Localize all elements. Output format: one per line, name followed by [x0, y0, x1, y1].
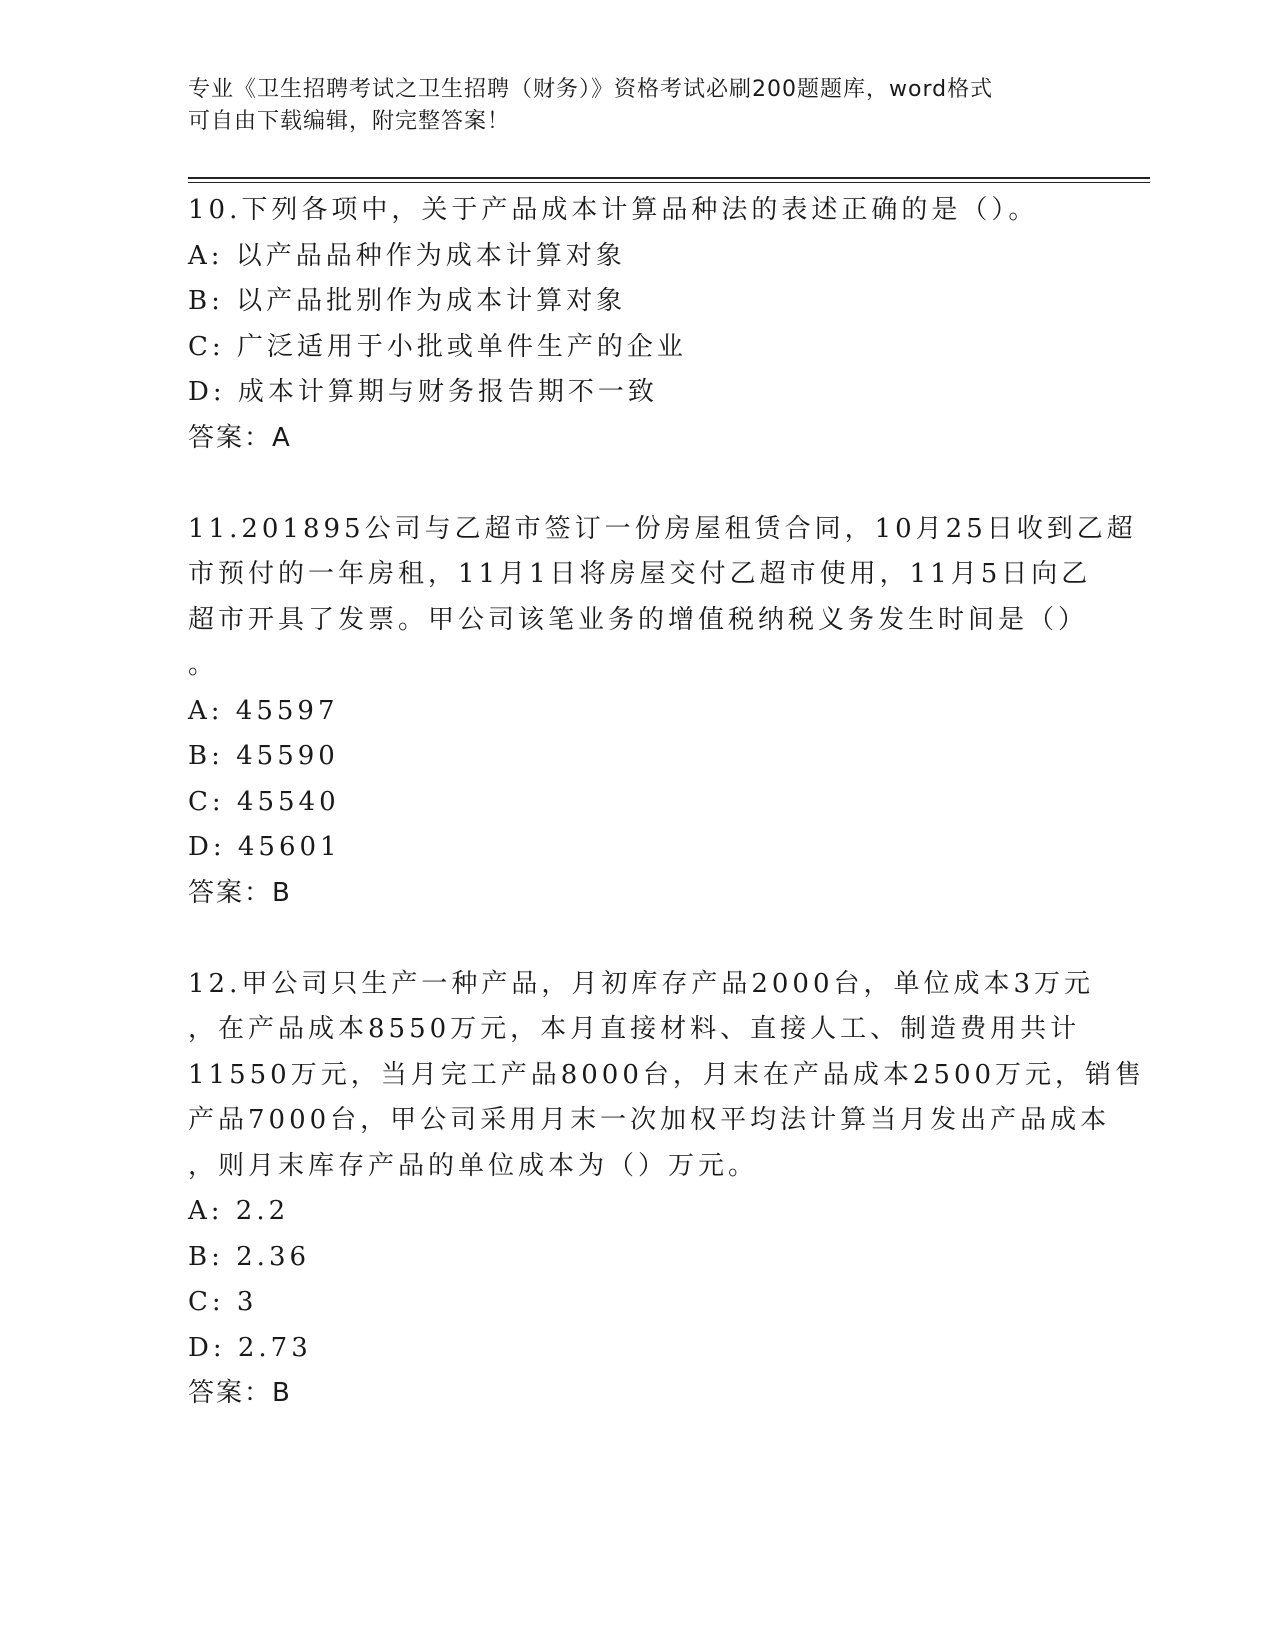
- question-stem-line: ，则月末库存产品的单位成本为（）万元。: [188, 1150, 759, 1181]
- option-a: A: 2.2: [188, 1196, 290, 1226]
- option-b: B: 45590: [188, 741, 339, 771]
- question-12: [188, 962, 1146, 1417]
- option-c: C: 广泛适用于小批或单件生产的企业: [188, 331, 687, 362]
- question-stem-line: 超市开具了发票。甲公司该笔业务的增值税纳税义务发生时间是（）: [188, 604, 1089, 635]
- header-divider-thin: [188, 182, 1150, 183]
- question-stem-line: 市预付的一年房租，11月1日将房屋交付乙超市使用，11月5日向乙: [188, 559, 1092, 589]
- question-10: [188, 188, 1088, 461]
- option-b: B: 2.36: [188, 1241, 311, 1272]
- answer: 答案：B: [188, 1378, 292, 1408]
- answer: 答案：A: [188, 422, 292, 453]
- question-stem-line: 11550万元，当月完工产品8000台，月末在产品成本2500万元，销售: [188, 1059, 1146, 1090]
- question-11: [188, 507, 1137, 917]
- option-b: B: 以产品批别作为成本计算对象: [188, 286, 627, 316]
- header-divider-thick: [188, 177, 1150, 179]
- question-stem-line: 12.甲公司只生产一种产品，月初库存产品2000台，单位成本3万元: [188, 968, 1095, 999]
- question-stem: 10.下列各项中，关于产品成本计算品种法的表述正确的是（）。: [188, 195, 1039, 225]
- question-stem-line: 11.201895公司与乙超市签订一份房屋租赁合同，10月25日收到乙超: [188, 513, 1137, 544]
- header-line-2: 可自由下载编辑，附完整答案！: [188, 109, 511, 134]
- option-d: D: 45601: [188, 832, 341, 862]
- option-a: A: 45597: [188, 695, 339, 726]
- option-a: A: 以产品品种作为成本计算对象: [188, 240, 626, 271]
- question-stem-line: ，在产品成本8550万元，本月直接材料、直接人工、制造费用共计: [188, 1014, 1081, 1044]
- header-line-1: 专业《卫生招聘考试之卫生招聘（财务）》资格考试必刷200题题库，word格式: [188, 77, 994, 102]
- question-stem-line: 。: [188, 650, 219, 680]
- option-c: C: 3: [188, 1287, 258, 1317]
- document-header: [188, 74, 1068, 138]
- question-stem-line: 产品7000台，甲公司采用月末一次加权平均法计算当月发出产品成本: [188, 1105, 1111, 1135]
- option-c: C: 45540: [188, 786, 340, 817]
- option-d: D: 成本计算期与财务报告期不一致: [188, 377, 658, 407]
- answer: 答案：B: [188, 877, 292, 908]
- question-list: [188, 188, 1146, 1417]
- option-d: D: 2.73: [188, 1332, 312, 1363]
